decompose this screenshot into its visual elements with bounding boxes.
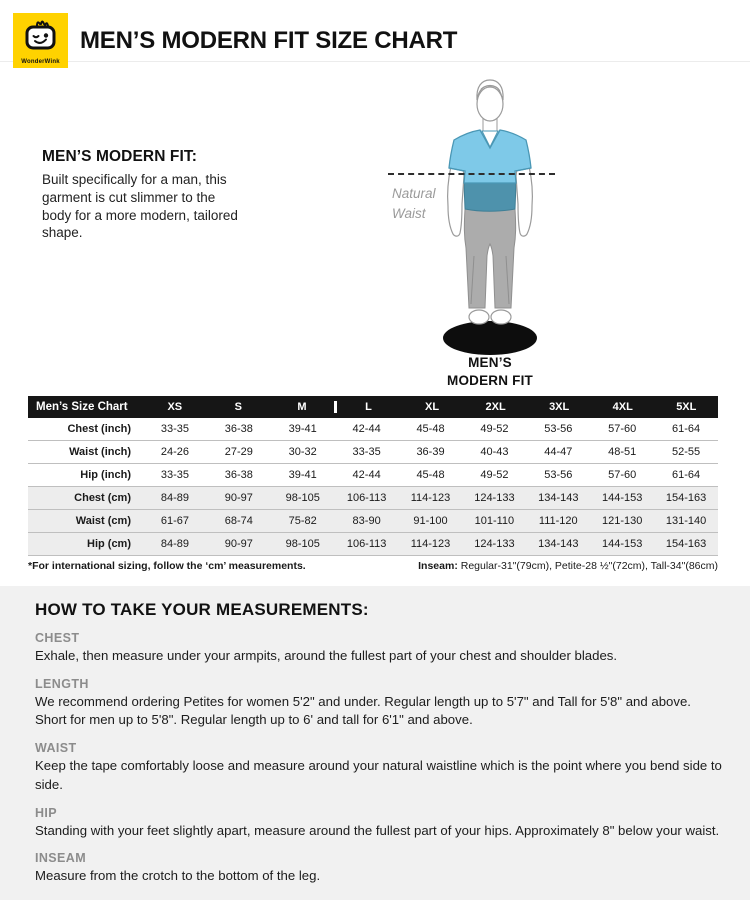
size-cell: 154-163 — [665, 538, 707, 550]
header-divider — [0, 61, 750, 62]
size-cell: 61-64 — [672, 423, 701, 435]
size-cell: 90-97 — [224, 538, 253, 550]
page-header — [0, 0, 750, 76]
size-cell: 33-35 — [160, 469, 190, 481]
size-table-header-row — [28, 396, 718, 418]
measurement-text: Exhale, then measure under your armpits, around the fullest part of your chest and shoulder blades. — [35, 648, 618, 663]
size-cell: 53-56 — [544, 469, 573, 481]
inseam-note-values: Regular-31"(79cm), Petite-28 ½"(72cm), Tall-34"(86cm) — [460, 560, 718, 572]
size-cell: 36-38 — [224, 423, 253, 435]
size-column-header: S — [234, 401, 243, 413]
size-cell: 49-52 — [480, 469, 509, 481]
inseam-note — [418, 560, 718, 575]
size-table-row — [28, 510, 718, 533]
size-cell: 53-56 — [544, 423, 573, 435]
size-column-header: 4XL — [612, 401, 633, 413]
size-cell: 134-143 — [538, 492, 579, 504]
size-cell: 30-32 — [288, 446, 317, 458]
size-row-label: Waist (inch) — [69, 446, 131, 458]
size-cell: 83-90 — [352, 515, 381, 527]
size-cell: 49-52 — [480, 423, 509, 435]
size-cell: 101-110 — [474, 515, 515, 527]
size-table-row — [28, 487, 718, 510]
size-cell: 154-163 — [665, 492, 707, 504]
size-column-header: L — [334, 401, 401, 413]
size-table-row — [28, 418, 718, 441]
brand-logo — [13, 13, 68, 68]
base-ellipse — [443, 321, 537, 355]
measurement-label: INSEAM — [35, 851, 87, 866]
size-cell: 98-105 — [285, 492, 320, 504]
size-cell: 48-51 — [608, 446, 637, 458]
size-column-header: 2XL — [485, 401, 506, 413]
size-table — [28, 396, 718, 556]
size-cell: 90-97 — [224, 492, 253, 504]
size-column-header: 5XL — [676, 401, 697, 413]
measurement-label: WAIST — [35, 741, 77, 756]
measurements-section — [0, 586, 750, 900]
size-cell: 57-60 — [608, 469, 637, 481]
size-cell: 24-26 — [160, 446, 190, 458]
natural-waist-label: Natural Waist — [392, 186, 436, 221]
size-row-label: Chest (inch) — [67, 423, 131, 435]
size-cell: 91-100 — [413, 515, 448, 527]
size-table-title: Men’s Size Chart — [36, 401, 128, 413]
size-cell: 131-140 — [665, 515, 707, 527]
size-column-header: M — [297, 401, 307, 413]
size-cell: 106-113 — [346, 492, 387, 504]
international-sizing-note: *For international sizing, follow the ‘cm’ measurements. — [28, 560, 306, 572]
size-column-header: XL — [425, 401, 440, 413]
size-cell: 134-143 — [538, 538, 579, 550]
size-cell: 114-123 — [410, 538, 451, 550]
size-row-label: Waist (cm) — [75, 515, 131, 527]
measurement-text: Keep the tape comfortably loose and measure around your natural waistline which is the point where you bend side to side. — [35, 758, 722, 792]
brand-wordmark: WonderWink — [21, 59, 60, 65]
size-cell: 33-35 — [352, 446, 381, 458]
fit-description-heading: MEN’S MODERN FIT: — [42, 148, 197, 165]
size-cell: 52-55 — [672, 446, 701, 458]
size-cell: 75-82 — [288, 515, 317, 527]
size-table-row — [28, 533, 718, 556]
measurement-label: CHEST — [35, 631, 80, 645]
size-cell: 106-113 — [346, 538, 387, 550]
measurements-heading: HOW TO TAKE YOUR MEASUREMENTS: — [35, 600, 369, 619]
top-section — [0, 76, 750, 396]
size-cell: 124-133 — [474, 492, 515, 504]
size-cell: 57-60 — [608, 423, 637, 435]
fit-description-body: Built specifically for a man, this garment is cut slimmer to the body for a more modern, tailored shape. — [42, 172, 238, 241]
size-row-label: Hip (cm) — [87, 538, 131, 550]
size-cell: 114-123 — [410, 492, 451, 504]
size-cell: 45-48 — [416, 469, 445, 481]
size-cell: 84-89 — [160, 492, 190, 504]
size-cell: 98-105 — [285, 538, 320, 550]
size-cell: 144-153 — [601, 538, 643, 550]
size-cell: 42-44 — [352, 469, 381, 481]
size-cell: 33-35 — [160, 423, 190, 435]
table-footnotes — [28, 560, 718, 575]
size-column-header: XS — [167, 401, 183, 413]
size-row-label: Hip (inch) — [80, 469, 131, 481]
size-row-label: Chest (cm) — [74, 492, 131, 504]
measurement-text: We recommend ordering Petites for women 5'2" and under. Regular length up to 5'7" and Tall for 5'8" and above. Short for men up to 5'8". Regular length up to 6' and tall for 6'1" and above. — [35, 693, 691, 728]
measurement-text: Standing with your feet slightly apart, measure around the fullest part of your hips. Approximately 8" below your waist. — [35, 822, 720, 838]
natural-waist-dashed-line — [388, 173, 555, 175]
size-cell: 36-39 — [416, 446, 445, 458]
size-cell: 61-67 — [160, 515, 190, 527]
fit-description — [42, 148, 242, 242]
size-cell: 61-64 — [672, 469, 701, 481]
size-cell: 121-130 — [601, 515, 643, 527]
size-table-row — [28, 441, 718, 464]
size-cell: 124-133 — [474, 538, 515, 550]
measurement-sections — [35, 631, 725, 886]
figure-caption: MEN’S MODERN FIT — [447, 355, 533, 388]
size-cell: 68-74 — [224, 515, 253, 527]
size-cell: 27-29 — [224, 446, 253, 458]
size-table-body — [28, 418, 718, 556]
size-cell: 39-41 — [288, 469, 317, 481]
size-cell: 36-38 — [224, 469, 253, 481]
size-column-header: 3XL — [549, 401, 570, 413]
size-cell: 40-43 — [480, 446, 509, 458]
size-cell: 39-41 — [288, 423, 317, 435]
inseam-note-label: Inseam: — [418, 560, 458, 572]
size-cell: 144-153 — [601, 492, 643, 504]
size-cell: 44-47 — [544, 446, 573, 458]
size-cell: 111-120 — [538, 515, 578, 527]
size-cell: 42-44 — [352, 423, 381, 435]
measurement-label: HIP — [35, 805, 58, 820]
measurement-text: Measure from the crotch to the bottom of the leg. — [35, 868, 321, 884]
size-table-row — [28, 464, 718, 487]
size-cell: 45-48 — [416, 423, 445, 435]
measurement-label: LENGTH — [35, 676, 89, 691]
page-title: MEN’S MODERN FIT SIZE CHART — [80, 27, 458, 54]
size-cell: 84-89 — [160, 538, 190, 550]
